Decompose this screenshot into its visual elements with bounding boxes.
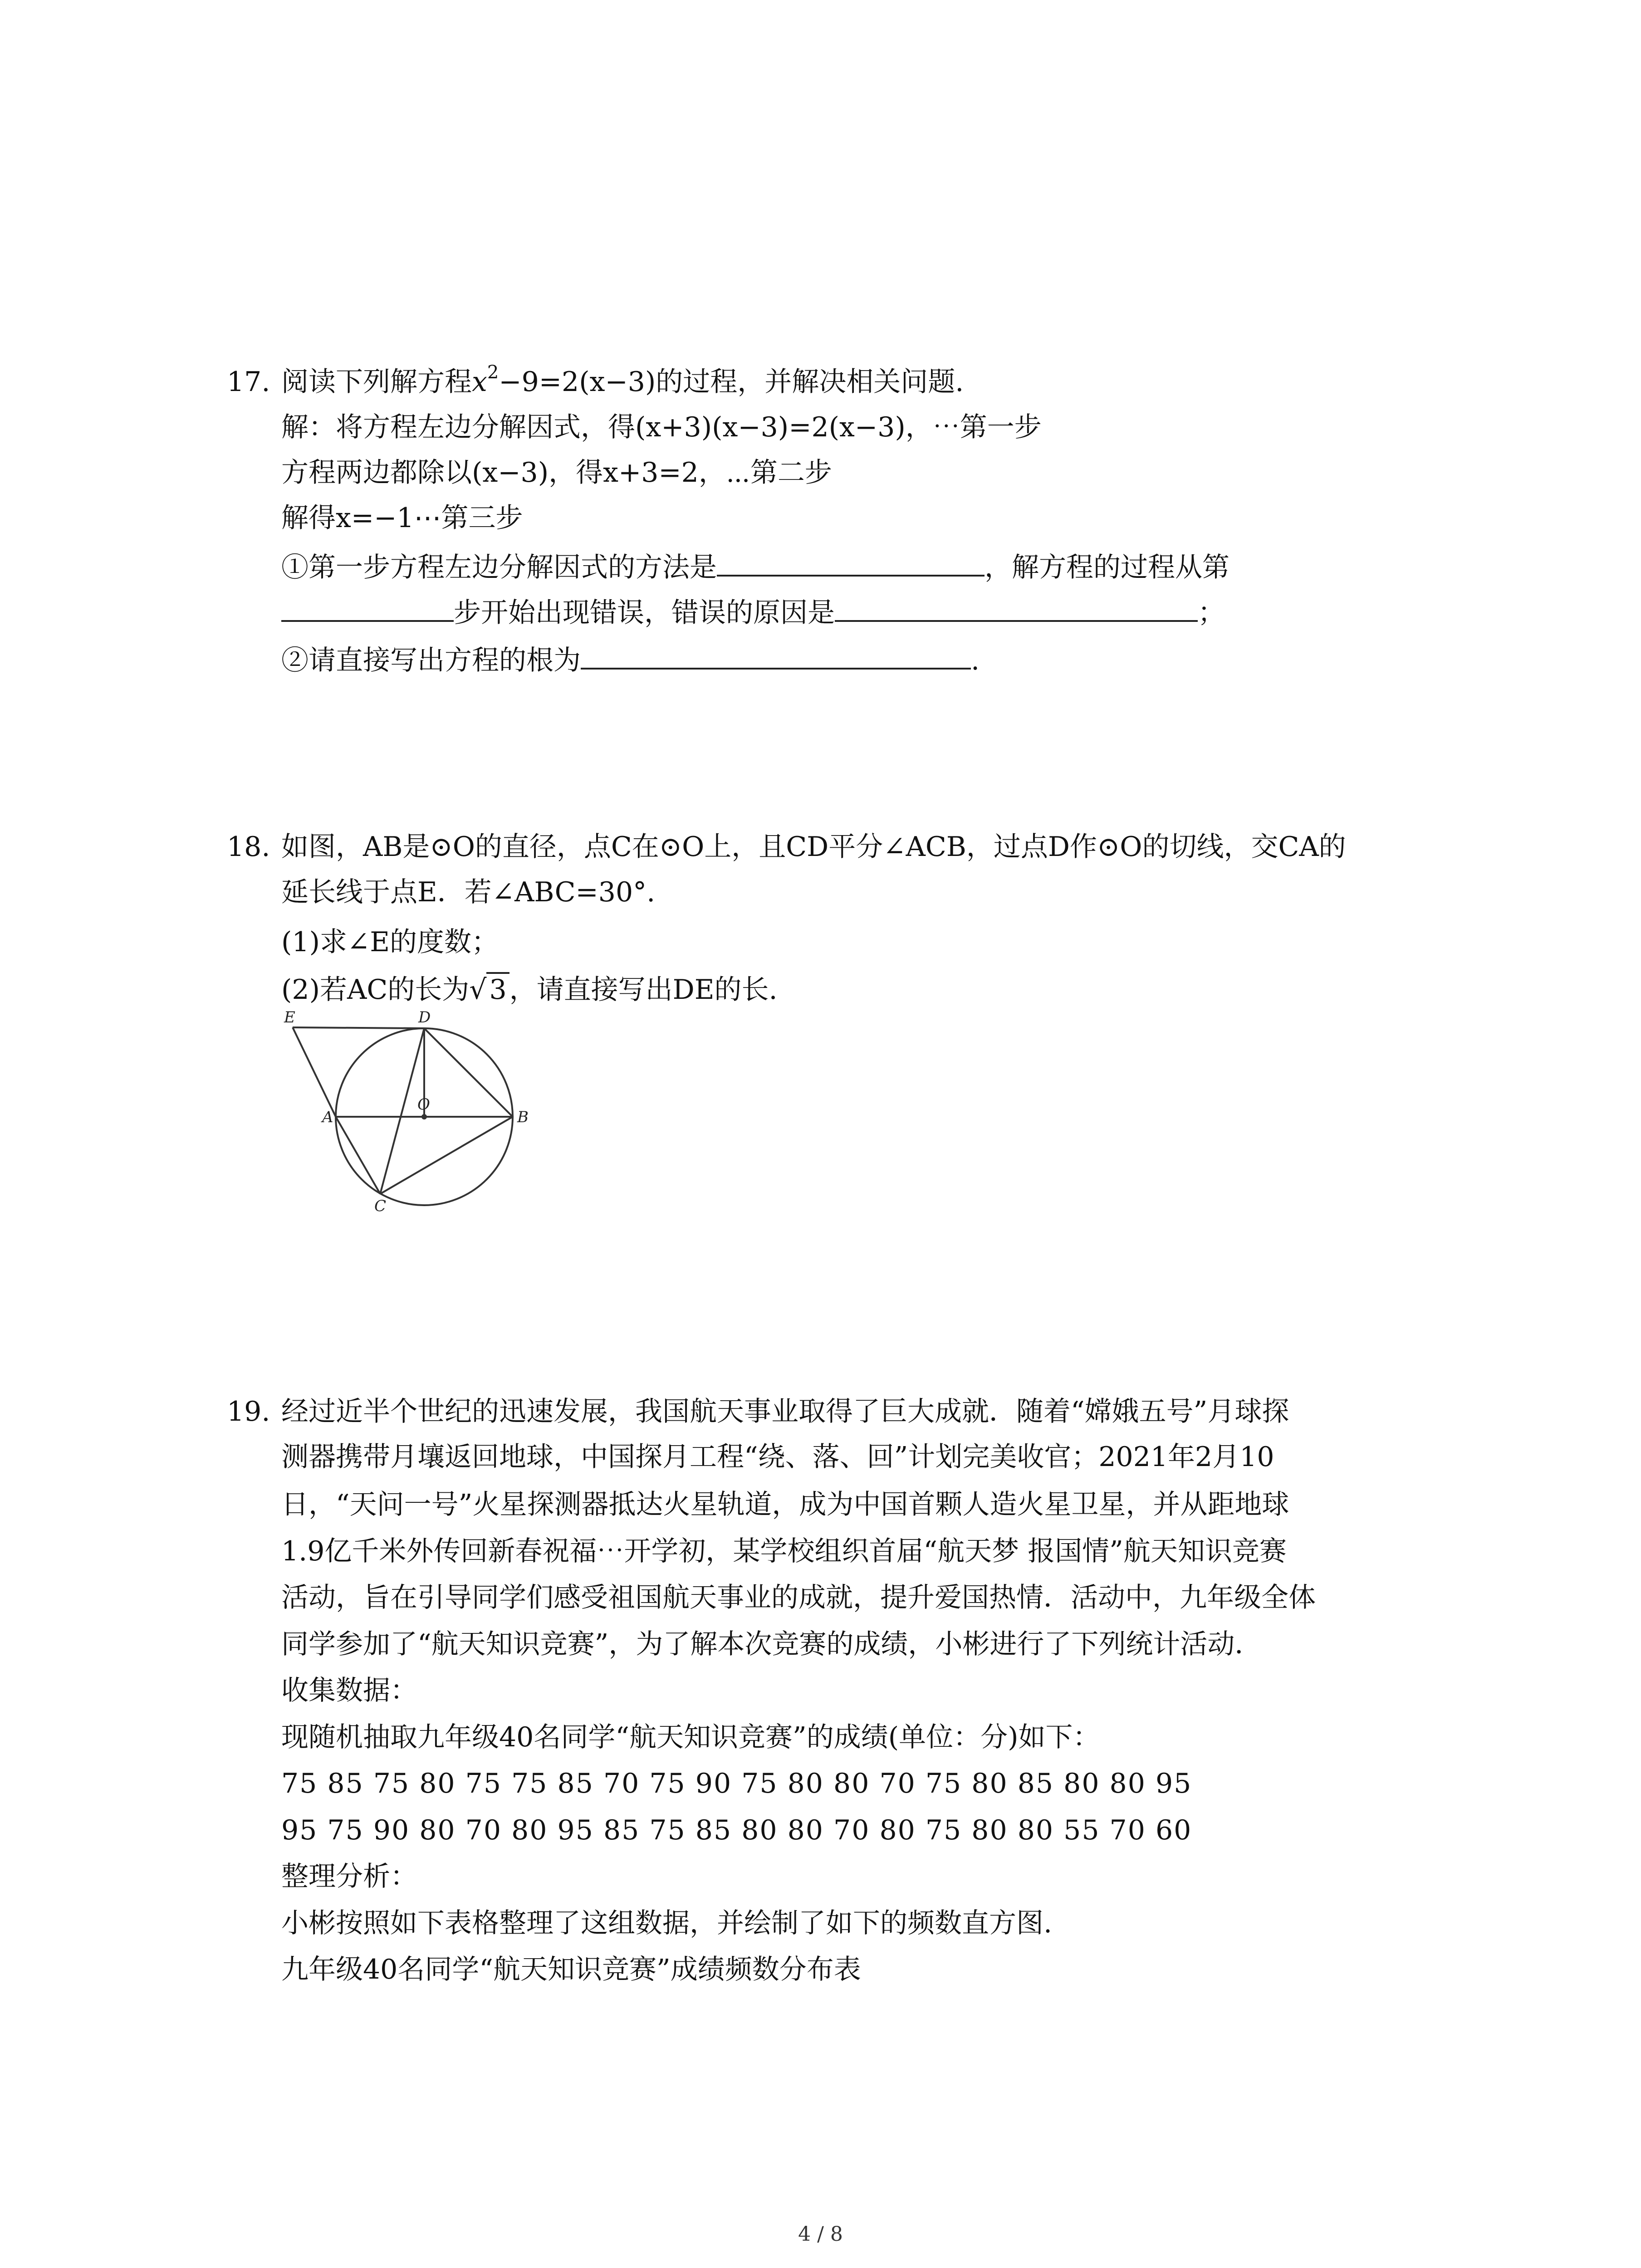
stem-text-end: 的过程，并解决相关问题. bbox=[656, 366, 964, 398]
question-number: 18. bbox=[227, 831, 270, 863]
sub-question-1-continued bbox=[281, 592, 1225, 632]
paragraph-line: 日，“天问一号”火星探测器抵达火星轨道，成为中国首颗人造火星卫星，并从距地球 bbox=[281, 1489, 1289, 1520]
paragraph-line: 小彬按照如下表格整理了这组数据，并绘制了如下的频数直方图. bbox=[281, 1907, 1053, 1939]
stem-exponent: 2 bbox=[487, 362, 499, 383]
label-c: C bbox=[374, 1197, 387, 1215]
segment-ac bbox=[336, 1117, 380, 1194]
solution-step-2: 方程两边都除以(x−3)，得x+3=2，⋯第二步 bbox=[281, 457, 832, 489]
segment-ae bbox=[293, 1027, 336, 1117]
question-number: 17. bbox=[227, 366, 270, 398]
sub-question-2 bbox=[281, 971, 778, 1009]
table-caption: 九年级40名同学“航天知识竞赛”成绩频数分布表 bbox=[281, 1954, 861, 1985]
answer-blank-roots[interactable] bbox=[581, 640, 971, 670]
answer-blank-reason[interactable] bbox=[835, 592, 1198, 622]
stem-equation: x bbox=[472, 366, 487, 398]
sqrt-radicand: 3 bbox=[486, 972, 509, 1006]
stem-text: 阅读下列解方程 bbox=[281, 366, 472, 398]
label-b: B bbox=[517, 1108, 529, 1126]
sub-question-1 bbox=[281, 547, 1230, 587]
page-number: 4 / 8 bbox=[798, 2223, 843, 2246]
sub-question-text: ，请直接写出DE的长. bbox=[509, 974, 778, 1006]
section-heading: 整理分析： bbox=[281, 1861, 417, 1892]
punctuation: ； bbox=[1198, 597, 1225, 629]
question-stem bbox=[281, 363, 964, 401]
geometry-figure bbox=[272, 1007, 544, 1216]
paragraph-line: 经过近半个世纪的迅速发展，我国航天事业取得了巨大成就．随着“嫦娥五号”月球探 bbox=[281, 1396, 1289, 1427]
punctuation: . bbox=[971, 645, 980, 676]
sqrt-expression bbox=[469, 971, 509, 1009]
solution-step-3: 解得x=−1⋯第三步 bbox=[281, 502, 523, 534]
sub-question-text: 步开始出现错误，错误的原因是 bbox=[454, 597, 835, 629]
stem-equation-rest: −9=2(x−3) bbox=[499, 366, 656, 398]
score-data-row: 75 85 75 80 75 75 85 70 75 90 75 80 80 70 75 80 85 80 80 95 bbox=[281, 1768, 1192, 1799]
segment-db bbox=[424, 1028, 513, 1117]
sub-question-text: ②请直接写出方程的根为 bbox=[281, 645, 581, 676]
score-data-row: 95 75 90 80 70 80 95 85 75 85 80 80 70 80 75 80 80 55 70 60 bbox=[281, 1814, 1192, 1846]
sub-question-1: (1)求∠E的度数； bbox=[281, 926, 499, 958]
section-heading: 收集数据： bbox=[281, 1675, 417, 1706]
sub-question-text: (2)若AC的长为 bbox=[281, 974, 470, 1006]
center-point-o bbox=[421, 1114, 427, 1119]
paragraph-line: 现随机抽取九年级40名同学“航天知识竞赛”的成绩(单位：分)如下： bbox=[281, 1721, 1100, 1753]
label-d: D bbox=[418, 1008, 431, 1026]
question-number: 19. bbox=[227, 1396, 270, 1427]
paragraph-line: 1.9亿千米外传回新春祝福⋯开学初，某学校组织首届“航天梦 报国情”航天知识竞赛 bbox=[281, 1535, 1287, 1567]
paragraph-line: 活动，旨在引导同学们感受祖国航天事业的成就，提升爱国热情．活动中，九年级全体 bbox=[281, 1582, 1316, 1613]
question-stem-continued: 延长线于点E．若∠ABC=30°. bbox=[281, 876, 656, 908]
sub-question-text: ，解方程的过程从第 bbox=[985, 552, 1230, 583]
sqrt-sign: √ bbox=[469, 974, 487, 1006]
segment-ed bbox=[293, 1027, 424, 1028]
question-stem: 如图，AB是⊙O的直径，点C在⊙O上，且CD平分∠ACB，过点D作⊙O的切线，交CA的 bbox=[281, 831, 1346, 863]
label-o: O bbox=[417, 1095, 430, 1114]
label-e: E bbox=[284, 1008, 295, 1026]
sub-question-text: ①第一步方程左边分解因式的方法是 bbox=[281, 552, 717, 583]
solution-step-1: 解：将方程左边分解因式，得(x+3)(x−3)=2(x−3)，⋯第一步 bbox=[281, 411, 1042, 443]
sub-question-2 bbox=[281, 640, 980, 679]
answer-blank-method[interactable] bbox=[717, 547, 985, 577]
label-a: A bbox=[322, 1108, 333, 1126]
paragraph-line: 测器携带月壤返回地球，中国探月工程“绕、落、回”计划完美收官；2021年2月10 bbox=[281, 1441, 1274, 1473]
paragraph-line: 同学参加了“航天知识竞赛”，为了解本次竞赛的成绩，小彬进行了下列统计活动． bbox=[281, 1628, 1262, 1660]
answer-blank-step[interactable] bbox=[281, 592, 454, 622]
segment-cb bbox=[380, 1117, 513, 1194]
